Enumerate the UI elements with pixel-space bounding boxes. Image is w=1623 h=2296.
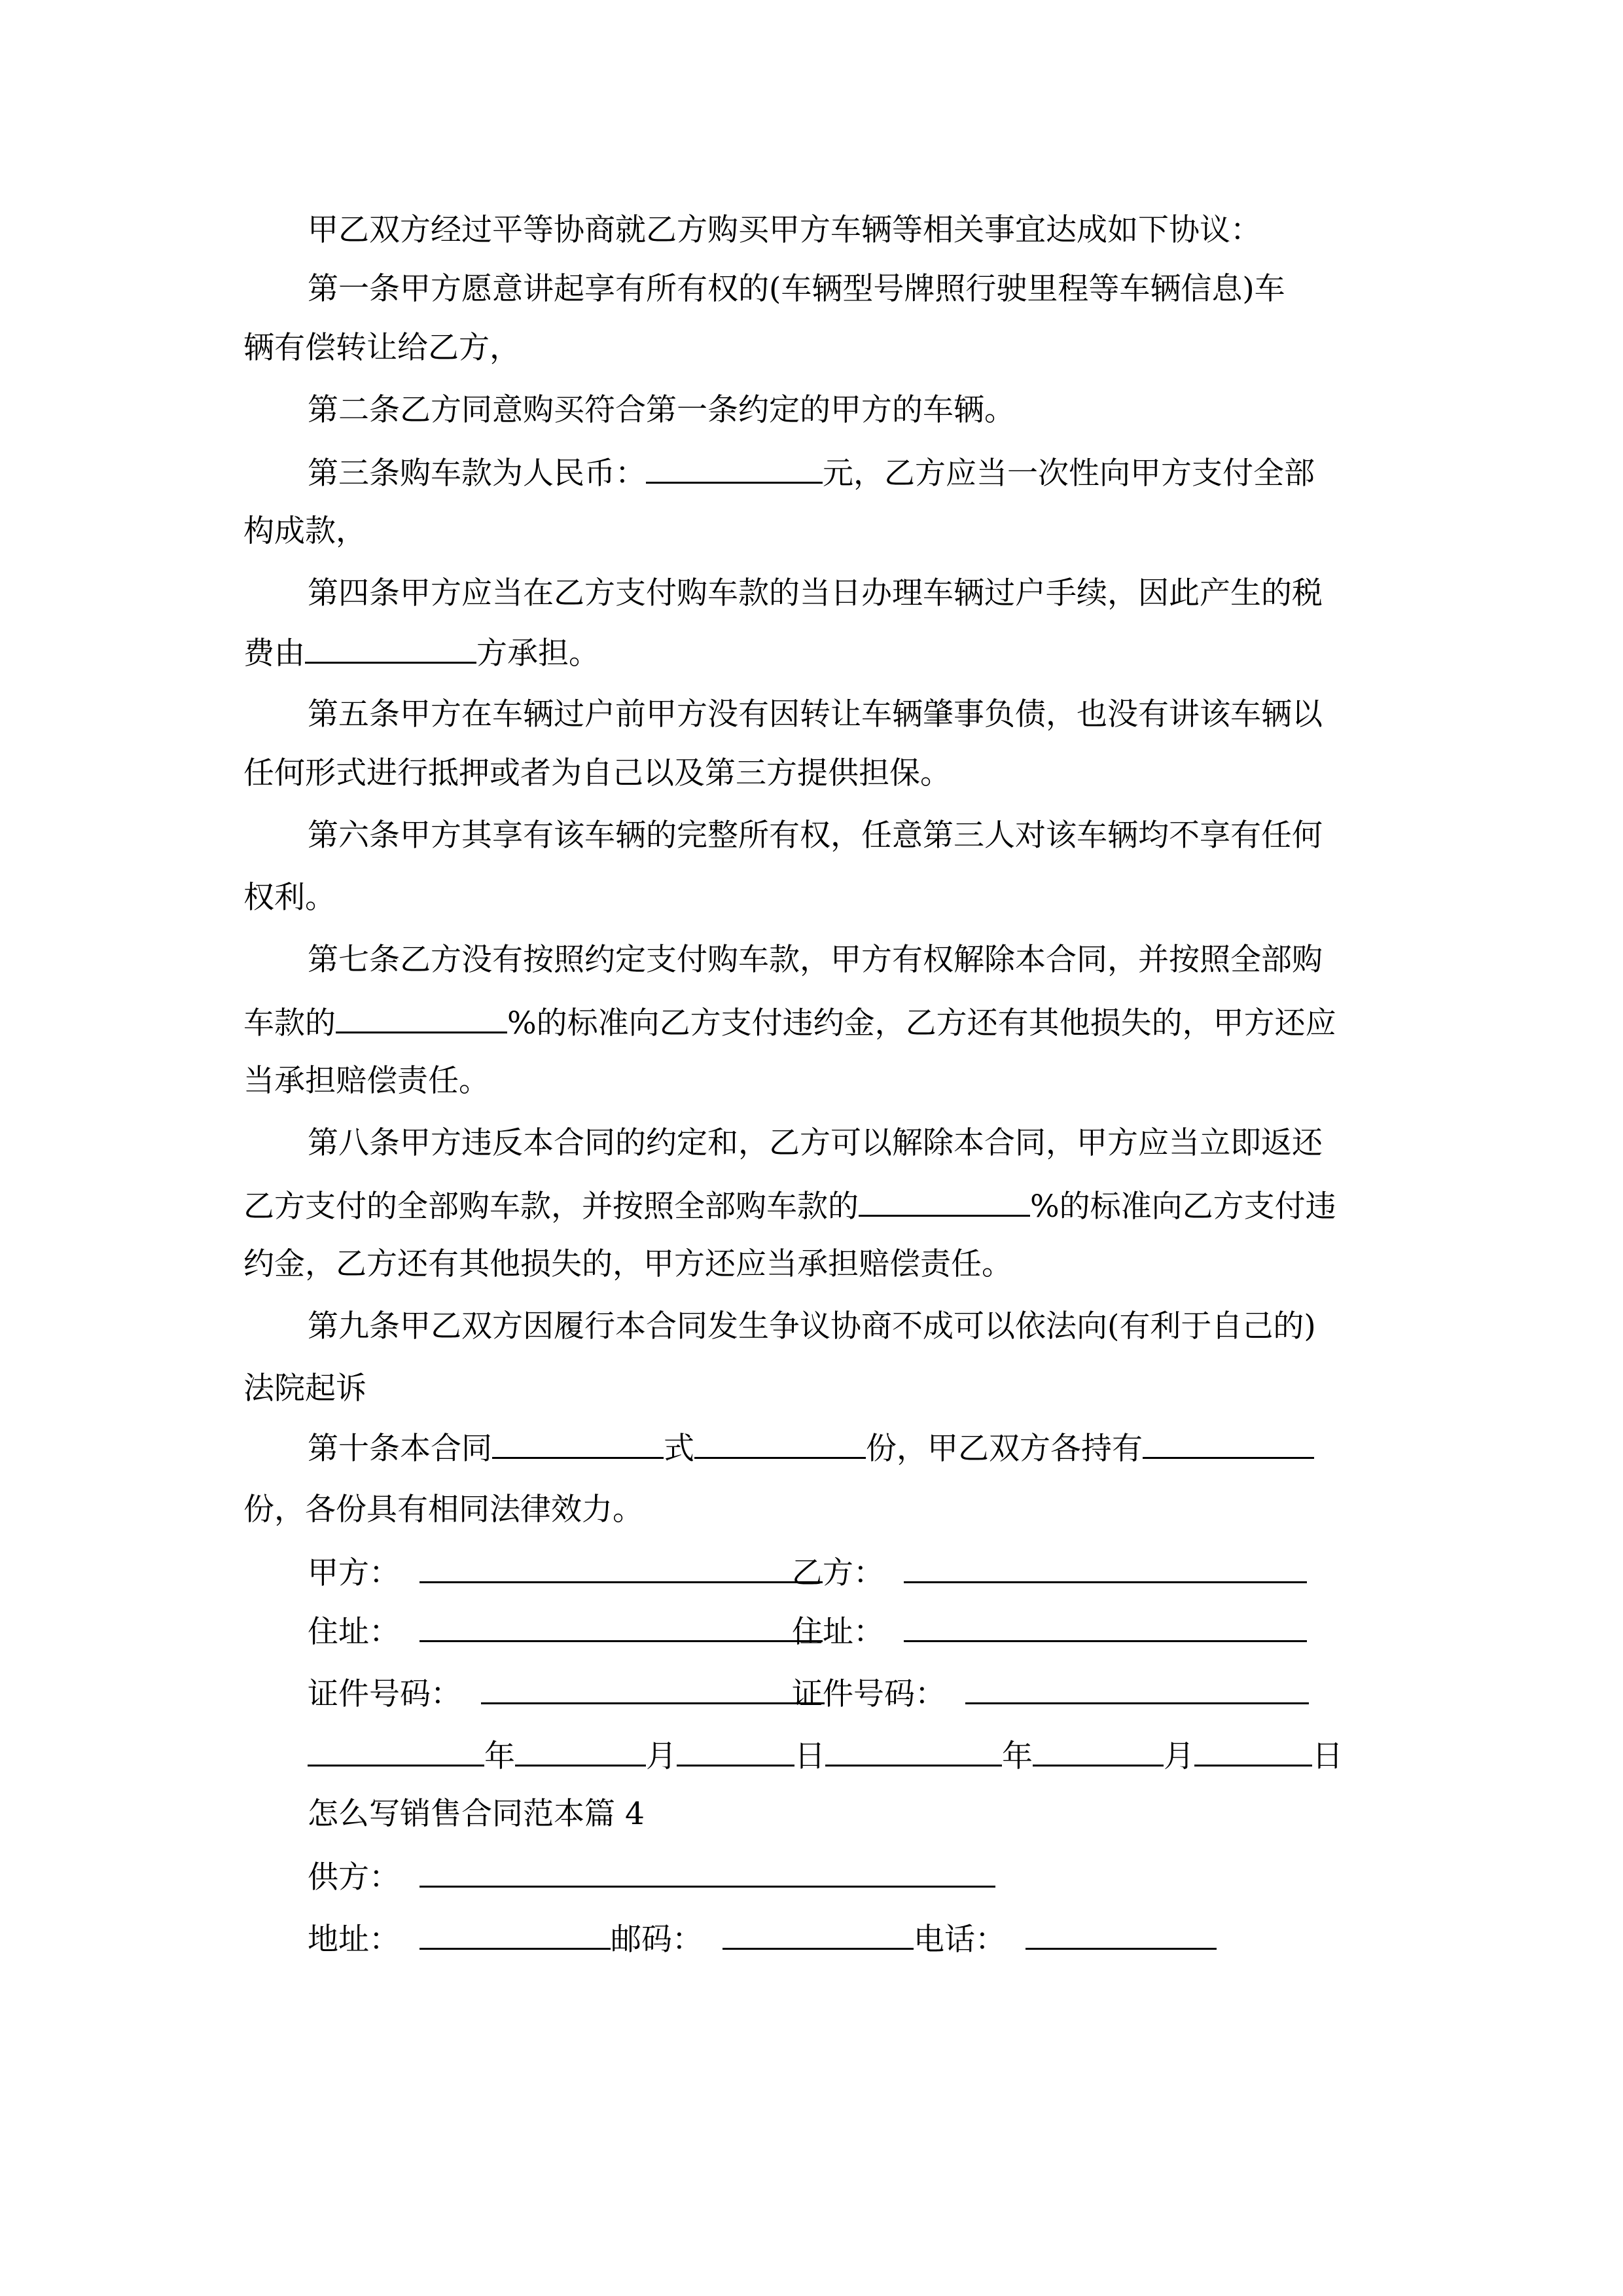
supplier-field xyxy=(308,1857,995,1896)
article-1-line-2: 辆有偿转让给乙方， xyxy=(243,330,520,366)
party-b-field xyxy=(792,1552,1307,1592)
article-7-line-2 xyxy=(243,1003,1336,1042)
date-a-year-input[interactable] xyxy=(308,1736,484,1767)
date-b-year-input[interactable] xyxy=(825,1736,1002,1767)
article-10-mid-2: 份，甲乙双方各持有 xyxy=(866,1431,1143,1467)
article-10-mid-1: 式 xyxy=(664,1431,694,1467)
article-3-suffix: 元，乙方应当一次性向甲方支付全部 xyxy=(823,456,1315,492)
date-a-year-label: 年 xyxy=(484,1738,515,1774)
article-7-line-1: 第七条乙方没有按照约定支付购车款，甲方有权解除本合同，并按照全部购 xyxy=(308,942,1323,978)
party-a-field xyxy=(308,1552,823,1592)
copies-blank-a[interactable] xyxy=(492,1428,664,1459)
contact-row xyxy=(308,1919,1217,1958)
article-7-prefix: 车款的 xyxy=(243,1005,336,1041)
address-input[interactable] xyxy=(419,1919,611,1950)
postcode-label: 邮码： xyxy=(611,1922,703,1958)
article-5-line-2: 任何形式进行抵押或者为自己以及第三方提供担保。 xyxy=(243,755,951,791)
article-2: 第二条乙方同意购买符合第一条约定的甲方的车辆。 xyxy=(308,392,1015,428)
tax-party-blank[interactable] xyxy=(305,633,476,664)
copies-blank-c[interactable] xyxy=(1143,1428,1314,1459)
address-a-field xyxy=(308,1611,823,1651)
article-7-line-3: 当承担赔偿责任。 xyxy=(243,1063,490,1099)
date-b-day-label: 日 xyxy=(1312,1738,1343,1774)
article-8-prefix: 乙方支付的全部购车款，并按照全部购车款的 xyxy=(243,1189,859,1225)
date-b-day-input[interactable] xyxy=(1194,1736,1312,1767)
date-a-day-label: 日 xyxy=(794,1738,825,1774)
supplier-input[interactable] xyxy=(419,1857,995,1888)
article-8-line-2 xyxy=(243,1186,1336,1225)
section-4-heading: 怎么写销售合同范本篇 4 xyxy=(308,1796,645,1832)
postcode-input[interactable] xyxy=(722,1919,914,1950)
supplier-label: 供方： xyxy=(308,1859,400,1895)
article-10-line-2: 份，各份具有相同法律效力。 xyxy=(243,1492,643,1528)
address-b-label: 住址： xyxy=(792,1614,884,1650)
article-4-line-1: 第四条甲方应当在乙方支付购车款的当日办理车辆过户手续，因此产生的税 xyxy=(308,575,1323,611)
article-7-suffix: %的标准向乙方支付违约金，乙方还有其他损失的，甲方还应 xyxy=(507,1005,1336,1041)
article-6-line-2: 权利。 xyxy=(243,880,336,916)
address-label: 地址： xyxy=(308,1922,400,1958)
article-8-line-1: 第八条甲方违反本合同的约定和，乙方可以解除本合同，甲方应当立即返还 xyxy=(308,1125,1323,1161)
article-4-suffix: 方承担。 xyxy=(476,636,599,672)
article-5-line-1: 第五条甲方在车辆过户前甲方没有因转让车辆肇事负债，也没有讲该车辆以 xyxy=(308,696,1323,732)
id-a-label: 证件号码： xyxy=(308,1676,461,1712)
id-b-field xyxy=(792,1674,1309,1713)
date-row xyxy=(308,1736,1343,1775)
date-a-month-label: 月 xyxy=(646,1738,677,1774)
copies-blank-b[interactable] xyxy=(694,1428,866,1459)
article-9-line-2: 法院起诉 xyxy=(243,1371,366,1407)
id-a-field xyxy=(308,1674,825,1713)
id-b-input[interactable] xyxy=(965,1674,1309,1704)
address-a-input[interactable] xyxy=(419,1611,823,1642)
date-b-month-input[interactable] xyxy=(1033,1736,1164,1767)
intro-paragraph: 甲乙双方经过平等协商就乙方购买甲方车辆等相关事宜达成如下协议： xyxy=(308,212,1261,248)
party-a-label: 甲方： xyxy=(308,1555,400,1591)
purchase-price-blank[interactable] xyxy=(646,453,823,484)
address-b-field xyxy=(792,1611,1307,1651)
article-10-prefix: 第十条本合同 xyxy=(308,1431,492,1467)
date-b-month-label: 月 xyxy=(1164,1738,1194,1774)
article-3-line-2: 构成款， xyxy=(243,513,366,549)
article-9-line-1: 第九条甲乙双方因履行本合同发生争议协商不成可以依法向(有利于自己的) xyxy=(308,1308,1316,1344)
article-6-line-1: 第六条甲方其享有该车辆的完整所有权，任意第三人对该车辆均不享有任何 xyxy=(308,817,1323,853)
penalty-percent-blank-b[interactable] xyxy=(859,1186,1030,1217)
date-b-year-label: 年 xyxy=(1002,1738,1033,1774)
phone-label: 电话： xyxy=(914,1922,1006,1958)
id-b-label: 证件号码： xyxy=(792,1676,946,1712)
phone-input[interactable] xyxy=(1026,1919,1217,1950)
article-10-line-1 xyxy=(308,1428,1314,1467)
address-b-input[interactable] xyxy=(904,1611,1307,1642)
date-a-month-input[interactable] xyxy=(515,1736,646,1767)
article-4-line-2 xyxy=(243,633,599,672)
id-a-input[interactable] xyxy=(481,1674,825,1704)
date-a-day-input[interactable] xyxy=(677,1736,794,1767)
article-8-line-3: 约金，乙方还有其他损失的，甲方还应当承担赔偿责任。 xyxy=(243,1246,1012,1282)
article-3-line-1 xyxy=(308,453,1315,492)
party-b-label: 乙方： xyxy=(792,1555,884,1591)
address-a-label: 住址： xyxy=(308,1614,400,1650)
party-b-input[interactable] xyxy=(904,1552,1307,1583)
article-3-prefix: 第三条购车款为人民币： xyxy=(308,456,646,492)
article-4-prefix: 费由 xyxy=(243,636,305,672)
article-8-suffix: %的标准向乙方支付违 xyxy=(1030,1189,1336,1225)
party-a-input[interactable] xyxy=(419,1552,823,1583)
penalty-percent-blank-a[interactable] xyxy=(336,1003,507,1033)
article-1-line-1: 第一条甲方愿意讲起享有所有权的(车辆型号牌照行驶里程等车辆信息)车 xyxy=(308,271,1285,307)
